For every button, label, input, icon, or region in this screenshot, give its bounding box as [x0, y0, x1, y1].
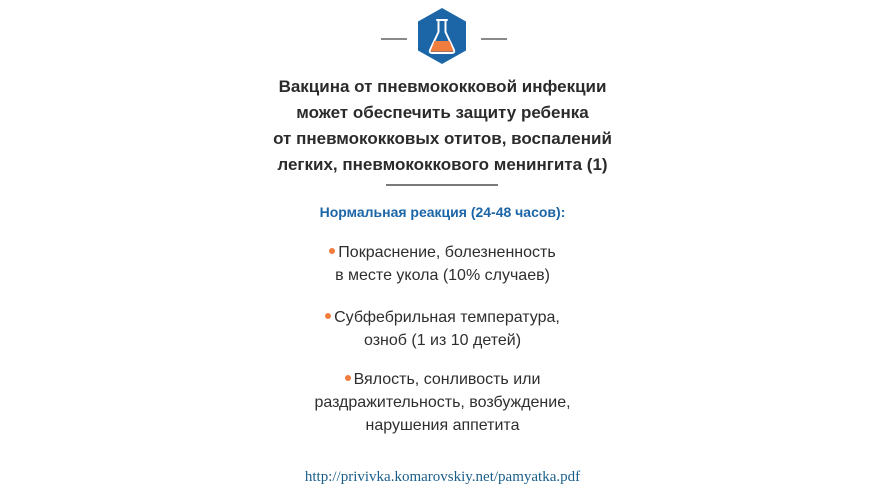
headline — [0, 74, 885, 178]
bullet-item — [0, 368, 885, 437]
headline-line: легких, пневмококкового менингита (1) — [277, 155, 608, 174]
flask-hexagon-icon — [415, 6, 469, 66]
headline-line: от пневмококковых отитов, воспалений — [273, 129, 612, 148]
normal-reaction-heading: Нормальная реакция (24-48 часов): — [319, 204, 566, 220]
bullet-dot-icon — [329, 248, 335, 254]
bullet-item — [0, 306, 885, 352]
headline-line: Вакцина от пневмококковой инфекции — [278, 77, 607, 96]
right-dash-decoration — [481, 38, 507, 40]
bullet-line: озноб (1 из 10 детей) — [363, 332, 522, 349]
bullet-line — [0, 306, 885, 329]
bullet-line — [0, 368, 885, 391]
headline-line: может обеспечить защиту ребенка — [296, 103, 589, 122]
bullet-dot-icon — [345, 375, 351, 381]
bullet-line — [0, 241, 885, 264]
bullet-text: Покраснение, болезненность — [338, 244, 556, 261]
bullet-item — [0, 241, 885, 287]
bullet-text: Вялость, сонливость или — [353, 371, 541, 388]
bullet-text: Субфебрильная температура, — [334, 309, 560, 326]
bullet-line: раздражительность, возбуждение, — [314, 394, 571, 411]
bullet-line: в месте укола (10% случаев) — [335, 267, 550, 284]
bullet-dot-icon — [325, 313, 331, 319]
left-dash-decoration — [381, 38, 407, 40]
section-divider — [386, 184, 498, 186]
icon-header — [0, 6, 885, 66]
source-link[interactable]: http://privivka.komarovskiy.net/pamyatka.pdf — [304, 469, 581, 485]
bullet-line: нарушения аппетита — [365, 417, 520, 434]
